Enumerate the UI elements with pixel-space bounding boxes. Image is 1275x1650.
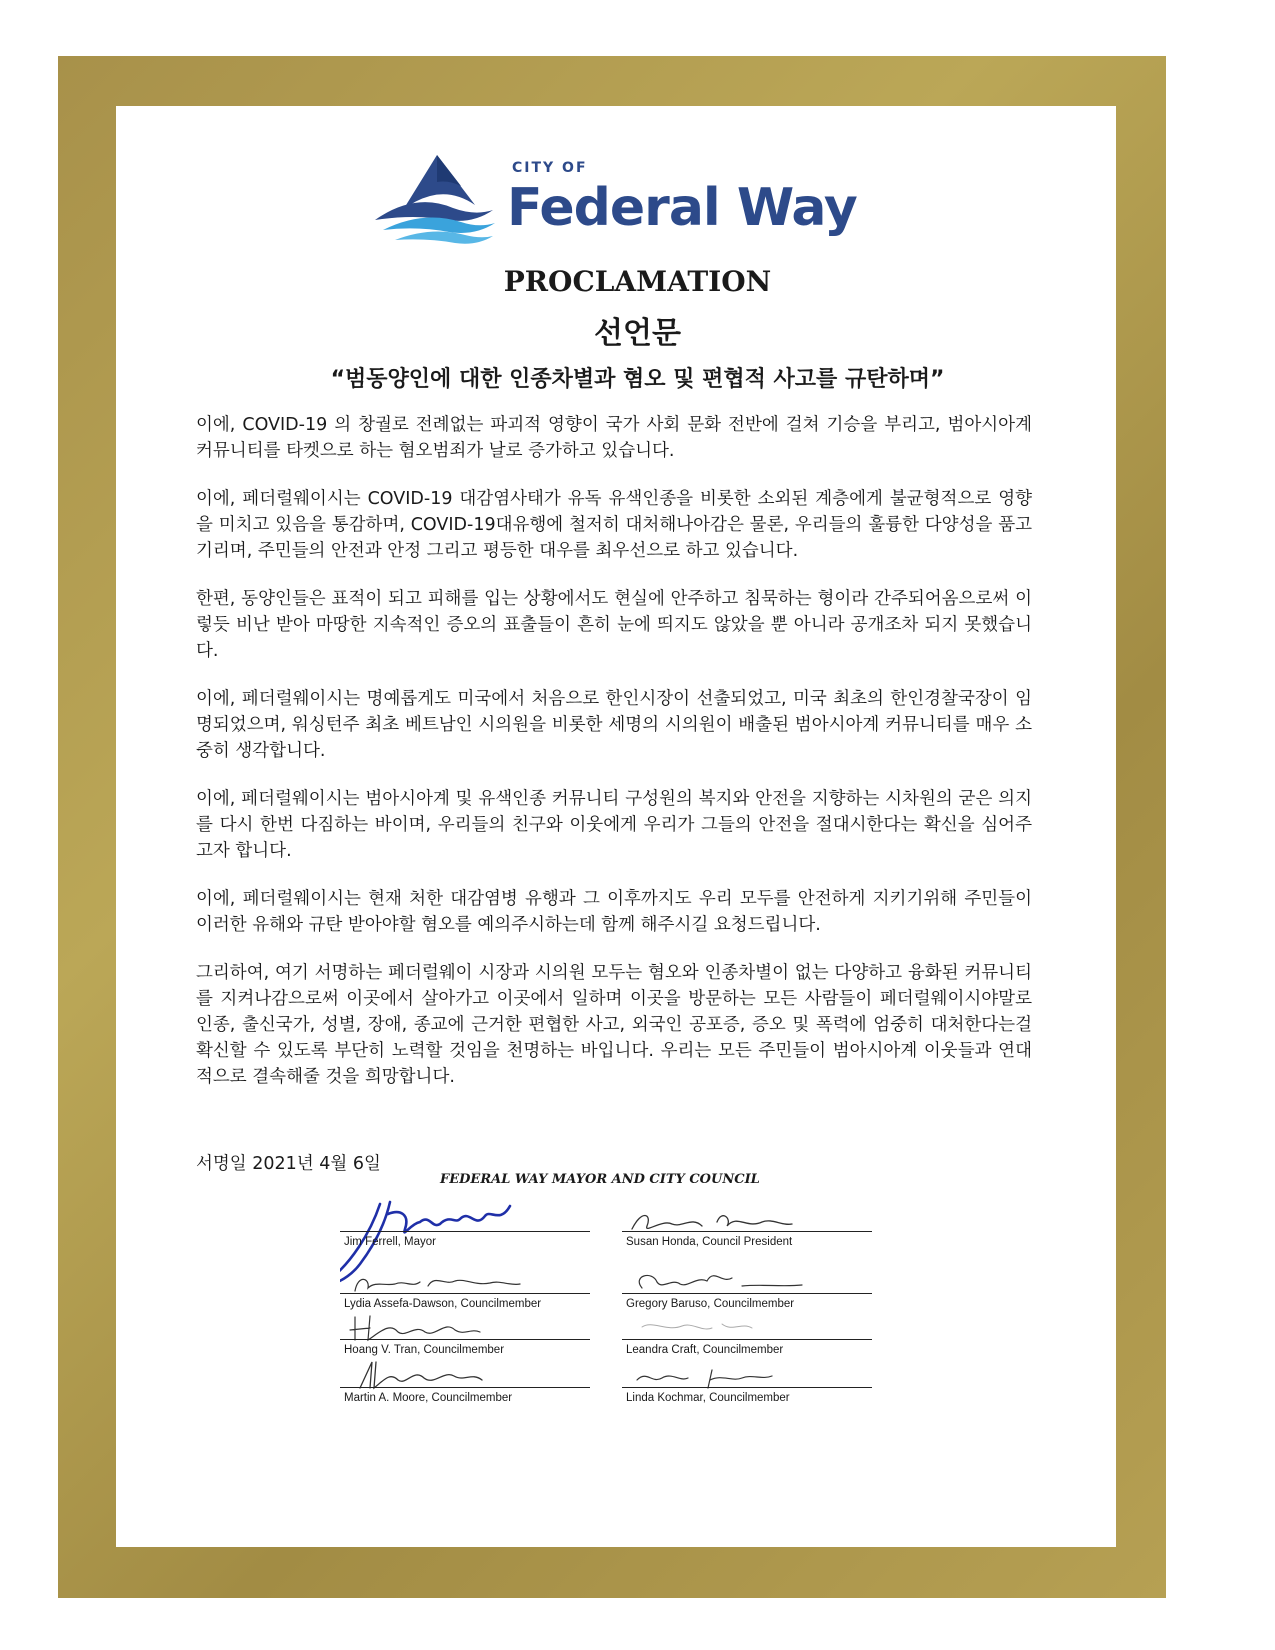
paragraph: 이에, 페더럴웨이시는 명예롭게도 미국에서 처음으로 한인시장이 선출되었고, 미국 최초의 한인경찰국장이 임명되었으며, 워싱턴주 최초 베트남인 시의원을 비롯한 세명의 시의원이 배출된 범아시아계 커뮤니티를 매우 소중히 생각합니다. bbox=[196, 689, 1032, 761]
signature-block-councilmember bbox=[340, 1350, 590, 1406]
signature-block-councilmember bbox=[622, 1350, 872, 1406]
signer-name: Martin A. Moore, Councilmember bbox=[344, 1392, 513, 1404]
federal-way-logo bbox=[375, 150, 857, 260]
signer-name: Gregory Baruso, Councilmember bbox=[626, 1298, 795, 1310]
signer-name: Hoang V. Tran, Councilmember bbox=[344, 1344, 505, 1356]
council-heading: FEDERAL WAY MAYOR AND CITY COUNCIL bbox=[440, 1172, 760, 1187]
signer-name: Lydia Assefa-Dawson, Councilmember bbox=[344, 1298, 542, 1310]
proclamation-title-ko: 선언문 bbox=[594, 316, 681, 351]
signer-name: Susan Honda, Council President bbox=[626, 1236, 793, 1248]
proclamation-title-en: PROCLAMATION bbox=[503, 265, 772, 298]
signer-name: Linda Kochmar, Councilmember bbox=[626, 1392, 790, 1404]
paragraph: 이에, COVID-19 의 창궐로 전례없는 파괴적 영향이 국가 사회 문화 전반에 걸쳐 기승을 부리고, 범아시아계 커뮤니티를 타켓으로 하는 혐오범죄가 날로 증가하고 있습니다. bbox=[196, 415, 1032, 461]
paragraph: 그리하여, 여기 서명하는 페더럴웨이 시장과 시의원 모두는 혐오와 인종차별이 없는 다양하고 융화된 커뮤니티를 지켜나감으로써 이곳에서 살아가고 이곳에서 일하며 이곳을 방문하는 모든 사람들이 페더럴웨이시야말로 인종, 출신국가, 성별, 장애, 종교에 근거한 편협한 사고, 외국인 공포증, 증오 및 폭력에 엄중히 대처한다는걸 확신할 수 있도록 부단히 노력할 것임을 천명하는 바입니다. 우리는 모든 주민들이 범아시아계 이웃들과 연대적으로 결속해줄 것을 희망합니다. bbox=[196, 963, 1032, 1087]
logo-city-name: Federal Way bbox=[507, 178, 857, 238]
signer-name: Jim Ferrell, Mayor bbox=[344, 1236, 437, 1248]
paragraph: 이에, 페더럴웨이시는 현재 처한 대감염병 유행과 그 이후까지도 우리 모두를 안전하게 지키기위해 주민들이 이러한 유해와 규탄 받아야할 혐오를 예의주시하는데 함께 해주시길 요청드립니다. bbox=[196, 889, 1032, 935]
signed-date: 서명일 2021년 4월 6일 bbox=[196, 1154, 381, 1174]
paragraph: 이에, 페더럴웨이시는 범아시아계 및 유색인종 커뮤니티 구성원의 복지와 안전을 지향하는 시차원의 굳은 의지를 다시 한번 다짐하는 바이며, 우리들의 친구와 이웃에게 우리가 그들의 안전을 절대시한다는 확신을 심어주고자 합니다. bbox=[196, 789, 1032, 861]
proclamation-subtitle: “범동양인에 대한 인종차별과 혐오 및 편협적 사고를 규탄하며” bbox=[330, 367, 945, 392]
proclamation-body bbox=[196, 412, 1032, 1112]
wave-logo-icon bbox=[375, 150, 505, 250]
paragraph: 한편, 동양인들은 표적이 되고 피해를 입는 상황에서도 현실에 안주하고 침묵하는 형이라 간주되어옴으로써 이렇듯 비난 받아 마땅한 지속적인 증오의 표출들이 흔히 눈에 띄지도 않았을 뿐 아니라 공개조차 되지 못했습니다. bbox=[196, 589, 1032, 661]
logo-city-of: CITY OF bbox=[512, 160, 588, 176]
paragraph: 이에, 페더럴웨이시는 COVID-19 대감염사태가 유독 유색인종을 비롯한 소외된 계층에게 불균형적으로 영향을 미치고 있음을 통감하며, COVID-19대유행에 철저히 대처해나아감은 물론, 우리들의 훌륭한 다양성을 품고 기리며, 주민들의 안전과 안정 그리고 평등한 대우를 최우선으로 하고 있습니다. bbox=[196, 489, 1032, 561]
signer-name: Leandra Craft, Councilmember bbox=[626, 1344, 784, 1356]
signature-block-president bbox=[622, 1194, 872, 1250]
signature-block-mayor bbox=[340, 1194, 590, 1250]
